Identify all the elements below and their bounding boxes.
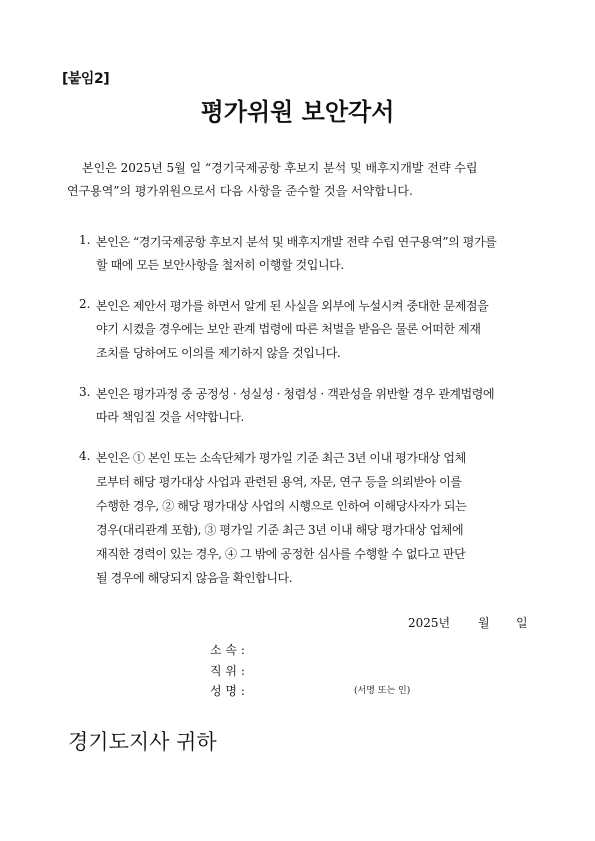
intro-line-1: 본인은 2025년 5월 일 “경기국제공항 후보지 분석 및 배후지개발 전략 수립 (82, 161, 478, 175)
item-1-line-1: 본인은 “경기국제공항 후보지 분석 및 배후지개발 전략 수립 연구용역”의 평가를 (96, 235, 497, 249)
item-2-line-3: 조치를 당하여도 이의를 제기하지 않을 것입니다. (96, 346, 341, 360)
date-day: 일 (516, 616, 528, 630)
item-4-line-1: 본인은 ① 본인 또는 소속단체가 평가일 기준 최근 3년 이내 평가대상 업체 (96, 451, 466, 465)
item-3-line-1: 본인은 평가과정 중 공정성 · 성실성 · 청렴성 · 객관성을 위반할 경우 관계법령에 (96, 387, 495, 401)
intro-line-2: 연구용역”의 평가위원으로서 다음 사항을 준수할 것을 서약합니다. (67, 184, 413, 198)
item-number: 1. (79, 233, 91, 247)
item-4-line-5: 재직한 경력이 있는 경우, ④ 그 밖에 공정한 심사를 수행할 수 없다고 판단 (96, 547, 466, 561)
date-month: 월 (478, 616, 490, 630)
item-4-line-6: 될 경우에 해당되지 않음을 확인합니다. (96, 571, 293, 585)
document-title: 평가위원 보안각서 (200, 98, 395, 126)
item-1-line-2: 할 때에 모든 보안사항을 철저히 이행할 것입니다. (96, 258, 344, 272)
item-number: 2. (79, 297, 91, 311)
attachment-label: [붙임2] (62, 71, 110, 87)
affiliation-label: 소 속 : (210, 643, 245, 657)
position-label: 직 위 : (210, 664, 245, 678)
item-2-line-1: 본인은 제안서 평가를 하면서 알게 된 사실을 외부에 누설시켜 중대한 문제점을 (96, 299, 489, 313)
name-label: 성 명 : (210, 684, 245, 698)
signature-note: (서명 또는 인) (354, 686, 411, 696)
item-number: 4. (79, 449, 91, 463)
item-number: 3. (79, 385, 91, 399)
item-4-line-4: 경우(대리관계 포함), ③ 평가일 기준 최근 3년 이내 해당 평가대상 업체에 (96, 523, 464, 537)
item-4-line-3: 수행한 경우, ② 해당 평가대상 사업의 시행으로 인하여 이해당사자가 되는 (96, 499, 467, 513)
item-3-line-2: 따라 책임질 것을 서약합니다. (96, 410, 244, 424)
item-4-line-2: 로부터 해당 평가대상 사업과 관련된 용역, 자문, 연구 등을 의뢰받아 이를 (96, 475, 462, 489)
date-year: 2025년 (408, 616, 451, 630)
item-2-line-2: 야기 시켰을 경우에는 보안 관계 법령에 따른 처벌을 받음은 물론 어떠한 제재 (96, 322, 481, 336)
recipient: 경기도지사 귀하 (68, 730, 217, 754)
